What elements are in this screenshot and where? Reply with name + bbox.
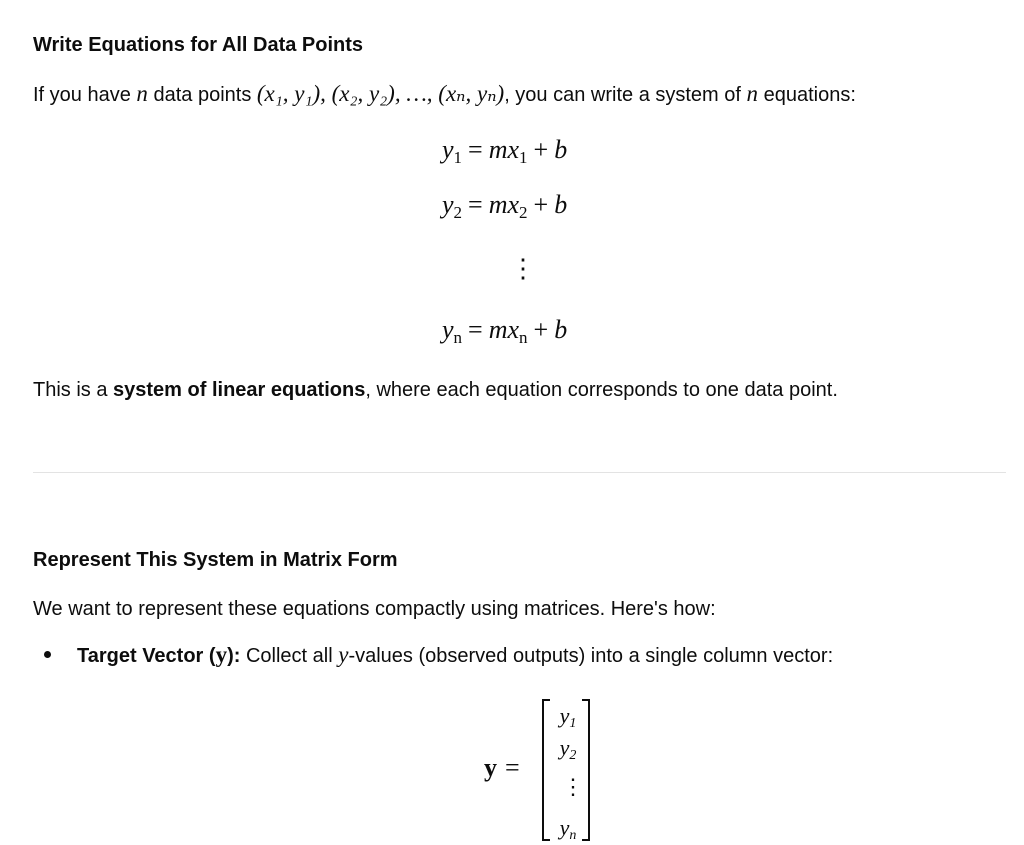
math-data-points: (x₁, y₁), (x₂, y₂), …, (xₙ, yₙ)	[256, 81, 505, 106]
section-heading-equations: Write Equations for All Data Points	[33, 34, 364, 56]
equation-row-n: $y_n = mx_n + b$	[442, 315, 568, 347]
summary-after: , where each equation corresponds to one data point.	[365, 379, 838, 401]
intro-text-after: , you can write a system of	[504, 84, 741, 106]
bullet-text-before: Collect all	[245, 645, 333, 667]
vector-entry-1: $y_1$	[559, 703, 577, 731]
equation-row-1: $y_1 = mx_1 + b$	[442, 135, 568, 167]
vector-entry-n: $y_n$	[559, 815, 577, 843]
bullet-target-vector	[77, 641, 833, 670]
intro-text-before: If you have	[33, 84, 131, 106]
section-heading-matrix-form: Represent This System in Matrix Form	[33, 549, 398, 571]
bullet-text-after: -values (observed outputs) into a single column vector:	[348, 645, 834, 667]
math-n: n	[136, 81, 148, 106]
matrix-intro-paragraph: We want to represent these equations compactly using matrices. Here's how:	[33, 598, 716, 620]
summary-bold: system of linear equations	[113, 379, 366, 401]
summary-paragraph	[33, 376, 838, 404]
vector-right-bracket	[582, 699, 590, 841]
equation-vdots: ⋮	[510, 254, 536, 284]
vector-vdots: ⋮	[562, 775, 584, 800]
bullet-label: Target Vector (y):	[77, 642, 241, 667]
vector-left-bracket	[542, 699, 550, 841]
intro-text-end: equations:	[763, 84, 856, 106]
intro-text-mid: data points	[153, 84, 252, 106]
intro-paragraph	[33, 80, 856, 109]
math-y: y	[338, 642, 349, 667]
vector-lhs: y =	[484, 753, 520, 782]
math-n-2: n	[746, 81, 759, 106]
section-divider	[33, 472, 1006, 473]
vector-entry-2: $y_2$	[559, 735, 577, 763]
bullet-dot-icon	[44, 651, 51, 658]
summary-before: This is a	[33, 379, 108, 401]
equation-row-2: $y_2 = mx_2 + b$	[442, 190, 568, 222]
